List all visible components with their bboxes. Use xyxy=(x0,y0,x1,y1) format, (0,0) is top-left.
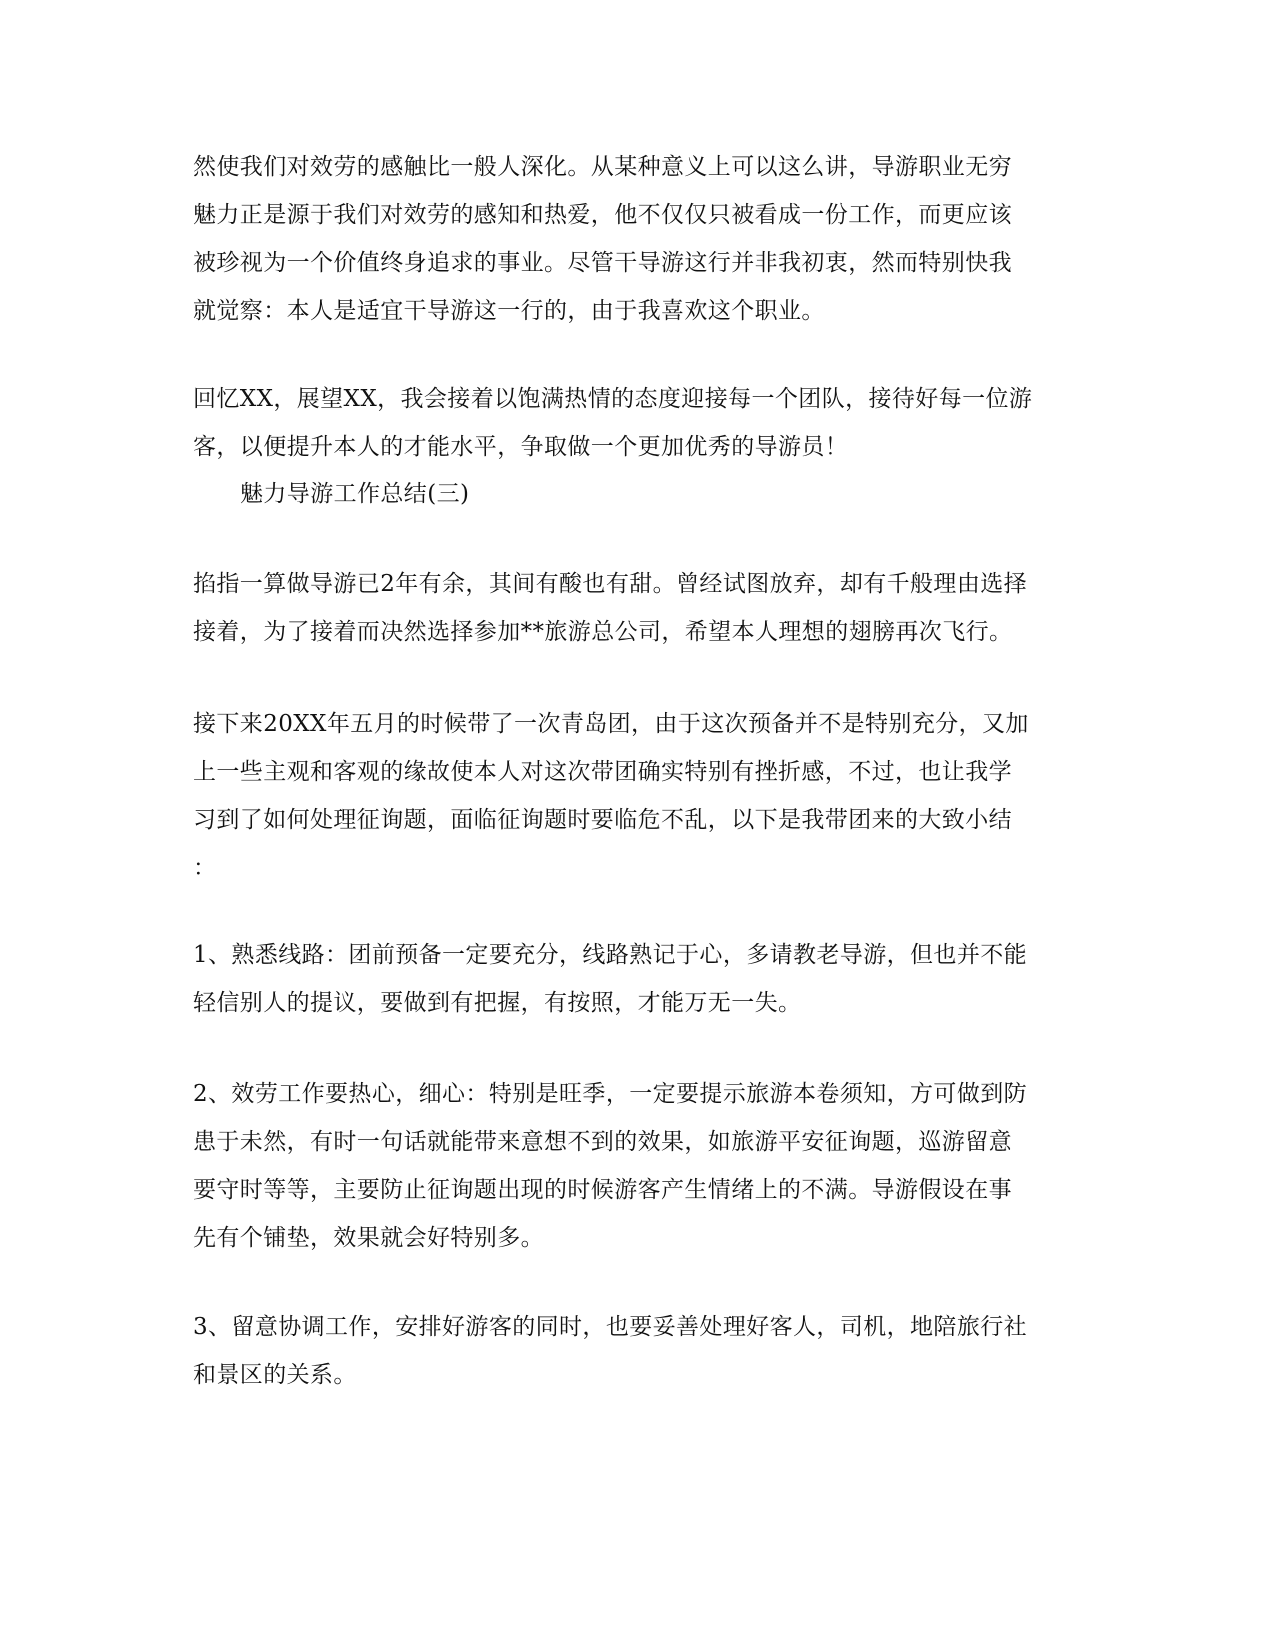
paragraph-1-line: 魅力正是源于我们对效劳的感知和热爱，他不仅仅只被看成一份工作，而更应该 xyxy=(193,202,1012,228)
paragraph-1-line: 被珍视为一个价值终身追求的事业。尽管干导游这行并非我初衷，然而特别快我 xyxy=(193,250,1012,276)
paragraph-2 xyxy=(193,375,1083,471)
list-item-2-line: 2、效劳工作要热心，细心：特别是旺季，一定要提示旅游本卷须知，方可做到防 xyxy=(193,1081,1028,1107)
list-item-2-line: 要守时等等，主要防止征询题出现的时候游客产生情绪上的不满。导游假设在事 xyxy=(193,1177,1012,1203)
paragraph-4 xyxy=(193,700,1083,892)
list-item-3-line: 和景区的关系。 xyxy=(193,1362,357,1388)
list-item-1-line: 轻信别人的提议，要做到有把握，有按照，才能万无一失。 xyxy=(193,990,802,1016)
list-item-3 xyxy=(193,1303,1083,1399)
list-item-1-line: 1、熟悉线路：团前预备一定要充分，线路熟记于心，多请教老导游，但也并不能 xyxy=(193,942,1028,968)
list-item-1 xyxy=(193,931,1083,1027)
paragraph-3 xyxy=(193,560,1083,656)
list-item-3-line: 3、留意协调工作，安排好游客的同时，也要妥善处理好客人，司机，地陪旅行社 xyxy=(193,1314,1028,1340)
list-item-2-line: 患于未然，有时一句话就能带来意想不到的效果，如旅游平安征询题，巡游留意 xyxy=(193,1129,1012,1155)
section-heading: 魅力导游工作总结(三) xyxy=(240,481,470,507)
paragraph-4-line: 上一些主观和客观的缘故使本人对这次带团确实特别有挫折感，不过，也让我学 xyxy=(193,759,1012,785)
paragraph-3-line: 接着，为了接着而决然选择参加**旅游总公司，希望本人理想的翅膀再次飞行。 xyxy=(193,619,1013,645)
paragraph-1-line: 然使我们对效劳的感触比一般人深化。从某种意义上可以这么讲，导游职业无穷 xyxy=(193,154,1012,180)
paragraph-4-line: ： xyxy=(193,855,217,881)
list-item-2-line: 先有个铺垫，效果就会好特别多。 xyxy=(193,1225,544,1251)
paragraph-2-line: 客，以便提升本人的才能水平，争取做一个更加优秀的导游员！ xyxy=(193,434,849,460)
paragraph-4-line: 接下来20XX年五月的时候带了一次青岛团，由于这次预备并不是特别充分，又加 xyxy=(193,711,1029,737)
paragraph-1-line: 就觉察：本人是适宜干导游这一行的，由于我喜欢这个职业。 xyxy=(193,298,825,324)
paragraph-2-line: 回忆XX，展望XX，我会接着以饱满热情的态度迎接每一个团队，接待好每一位游 xyxy=(193,386,1033,412)
paragraph-4-line: 习到了如何处理征询题，面临征询题时要临危不乱，以下是我带团来的大致小结 xyxy=(193,807,1012,833)
paragraph-3-line: 掐指一算做导游已2年有余，其间有酸也有甜。曾经试图放弃，却有千般理由选择 xyxy=(193,571,1028,597)
list-item-2 xyxy=(193,1070,1083,1262)
paragraph-1 xyxy=(193,143,1083,335)
